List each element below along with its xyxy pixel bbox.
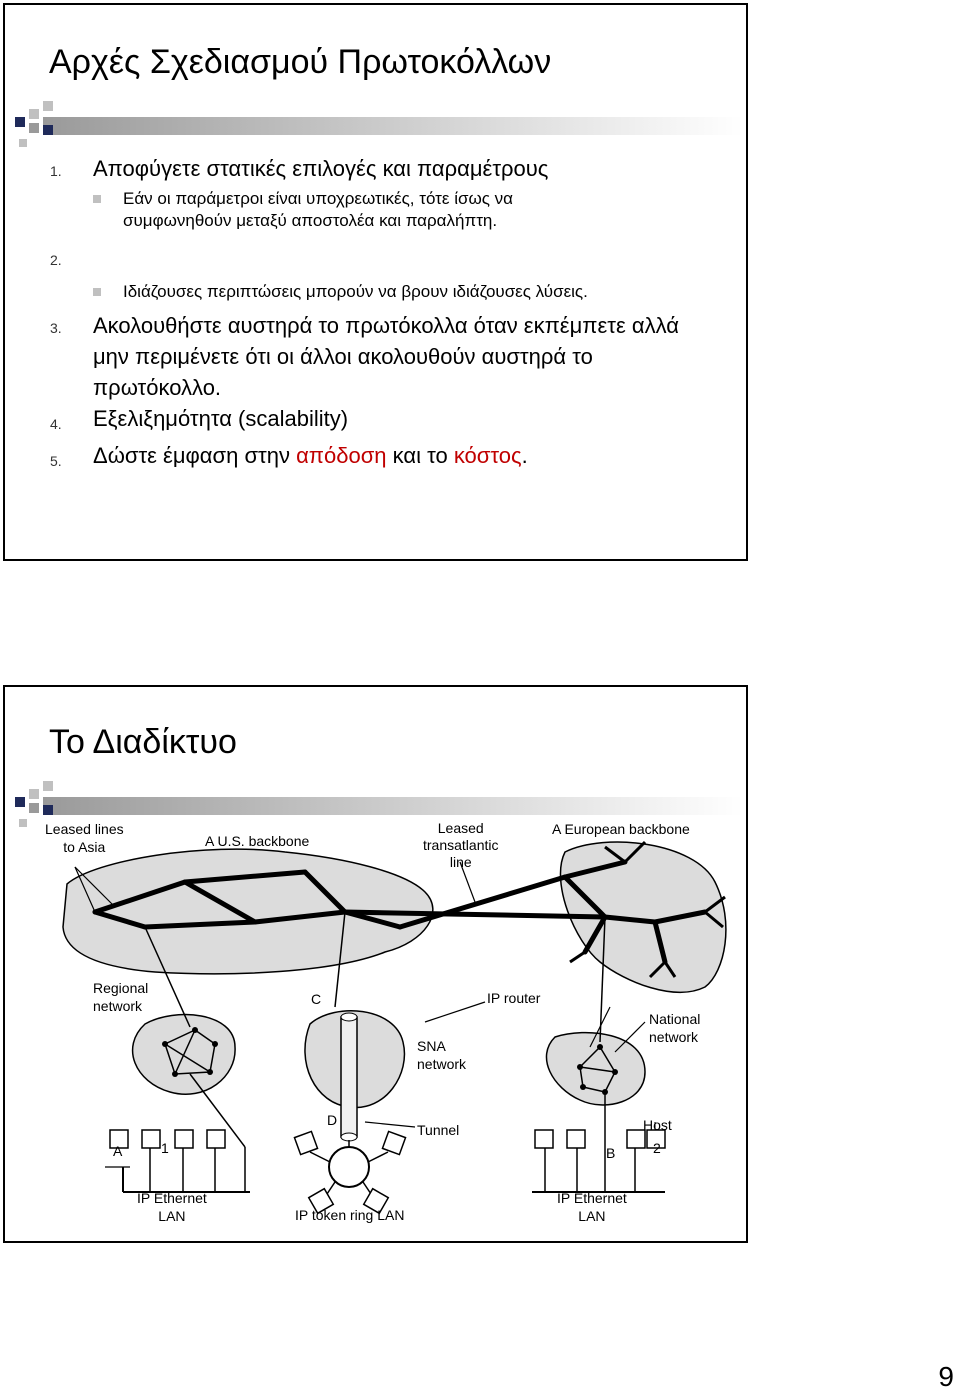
label-national-network: [649, 1010, 700, 1046]
label-host: Host: [643, 1117, 672, 1133]
text-part: και το: [386, 443, 454, 468]
label-line: IP Ethernet: [137, 1190, 207, 1206]
label-line: SNA: [417, 1038, 446, 1054]
label-host-1: 1: [161, 1140, 169, 1156]
slide-internet: [3, 685, 748, 1243]
label-sna-network: [417, 1037, 466, 1073]
text-part: .: [521, 443, 528, 468]
label-lan-left: [137, 1189, 207, 1225]
label-line: transatlantic: [423, 837, 499, 853]
tunnel-pipe: [341, 1017, 357, 1137]
decor-header-bar: [5, 5, 750, 165]
label-d: D: [327, 1112, 338, 1128]
label-line: National: [649, 1011, 701, 1027]
label-line: Leased: [437, 820, 484, 836]
internet-diagram: [5, 812, 746, 1242]
label-line: network: [417, 1056, 467, 1072]
item-number: 5.: [50, 453, 62, 469]
item-text: [93, 440, 733, 471]
label-tunnel: Tunnel: [417, 1122, 460, 1138]
bullet-icon: [93, 195, 101, 203]
label-line: IP Ethernet: [557, 1190, 627, 1206]
label-leased-lines-asia: [45, 820, 124, 856]
label-line: LAN: [578, 1208, 606, 1224]
label-a: A: [113, 1143, 123, 1159]
bullet-icon: [93, 288, 101, 296]
label-ip-router: IP router: [487, 990, 541, 1006]
label-b: B: [606, 1145, 616, 1161]
label-host-2: 2: [653, 1140, 661, 1156]
text-part: Δώστε έμφαση στην: [93, 443, 297, 468]
item-text: Ακολουθήστε αυστηρά το πρωτόκολλα όταν εκπέμπετε αλλά μην περιμένετε ότι οι άλλοι ακολουθούν αυστηρά το πρωτόκολλο.: [93, 313, 679, 400]
label-line: Leased lines: [45, 821, 124, 837]
label-c: C: [311, 991, 322, 1007]
label-line: Regional: [93, 980, 149, 996]
label-line: network: [649, 1029, 699, 1045]
label-lan-right: [557, 1189, 627, 1225]
label-line: network: [93, 998, 143, 1014]
label-line: LAN: [158, 1208, 186, 1224]
item-number: 2.: [50, 252, 62, 268]
sub-item-text: Ιδιάζουσες περιπτώσεις μπορούν να βρουν ιδιάζουσες λύσεις.: [123, 282, 588, 301]
slide-title: Το Διαδίκτυο: [49, 723, 237, 761]
item-number: 3.: [50, 320, 62, 336]
slide-title: Αρχές Σχεδιασμού Πρωτοκόλλων: [49, 43, 552, 81]
emphasis-performance: απόδοση: [296, 443, 387, 468]
label-line: line: [449, 854, 472, 870]
label-regional-network: [93, 979, 148, 1015]
label-european-backbone: A European backbone: [552, 821, 690, 837]
label-us-backbone: A U.S. backbone: [205, 833, 310, 849]
slide-principles: [3, 3, 748, 561]
label-line: to Asia: [63, 839, 106, 855]
sub-item-text: Εάν οι παράμετροι είναι υποχρεωτικές, τότε ίσως να συμφωνηθούν μεταξύ αποστολέα και παραλήπτη.: [123, 189, 513, 230]
page-number: 9: [938, 1361, 954, 1392]
label-lan-token-ring: IP token ring LAN: [295, 1207, 405, 1223]
item-text: Αποφύγετε στατικές επιλογές και παραμέτρους: [93, 156, 549, 181]
label-transatlantic-line: [423, 820, 498, 871]
item-text: Εξελιξημότητα (scalability): [93, 406, 349, 431]
item-number: 1.: [50, 163, 62, 179]
emphasis-cost: κόστος: [453, 443, 522, 468]
item-number: 4.: [50, 416, 62, 432]
